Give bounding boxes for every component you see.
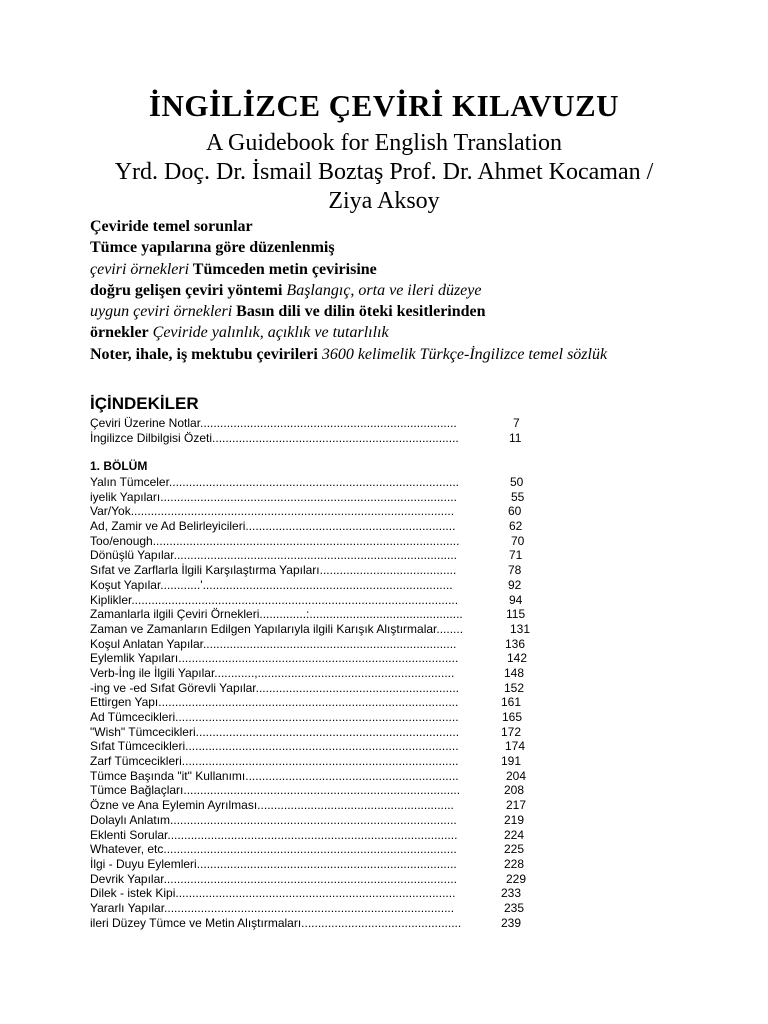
toc-entry-label: Çeviri Üzerine Notlar.............................................................................: [90, 416, 457, 430]
toc-entry-page: 131: [510, 621, 531, 636]
toc-entry-label: -ing ve -ed Sıfat Görevli Yapılar.............................................................: [90, 680, 460, 695]
toc-entry-page: 225: [504, 842, 525, 857]
description-text: Tümceden metin çevirisine: [189, 260, 377, 278]
toc-entry[interactable]: [90, 490, 530, 505]
toc-entry[interactable]: [90, 901, 530, 916]
toc-entry-page: 229: [506, 871, 527, 886]
description-text: çeviri örnekleri: [90, 260, 190, 278]
toc-entry-page: 136: [505, 636, 526, 651]
toc-entry-label: Ad Tümcecikleri.....................................................................................: [90, 710, 459, 724]
toc-entry-page: 174: [505, 739, 526, 754]
toc-entry-label: Devrik Yapılar........................................................................................: [90, 871, 457, 886]
toc-entry-page: 217: [506, 798, 527, 813]
description-line: [90, 280, 730, 301]
toc-entry[interactable]: [90, 607, 530, 622]
toc-entry[interactable]: [90, 769, 530, 784]
toc-entry-page: 115: [506, 607, 526, 622]
toc-entry-label: İngilizce Dilbilgisi Özeti..........................................................................: [90, 430, 459, 445]
toc-entry-page: 92: [508, 577, 522, 592]
toc-entry-label: Koşul Anlatan Yapılar............................................................................: [90, 636, 457, 651]
toc-entry[interactable]: [90, 593, 530, 608]
description-line: [90, 322, 730, 343]
toc-entry-label: Koşut Yapılar............'...........................................................................: [90, 577, 453, 592]
authors-line-2: Ziya Aksoy: [328, 188, 440, 214]
toc-entry[interactable]: [90, 754, 530, 769]
toc-entry[interactable]: [90, 872, 530, 887]
toc-entry-page: 152: [504, 680, 525, 695]
toc-entry[interactable]: [90, 857, 530, 872]
toc-entry[interactable]: [90, 916, 530, 931]
toc-entry[interactable]: [90, 519, 530, 534]
book-title: İNGİLİZCE ÇEVİRİ KILAVUZU: [148, 88, 620, 123]
toc-entry-label: İlgi - Duyu Eylemleri..............................................................................: [90, 856, 457, 871]
description-text: 3600 kelimelik Türkçe-İngilizce temel sözlük: [317, 345, 608, 363]
toc-entry-label: Zaman ve Zamanların Edilgen Yapılarıyla ilgili Karışık Alıştırmalar........: [90, 621, 464, 636]
toc-entry[interactable]: [90, 828, 530, 843]
toc-entry[interactable]: [90, 651, 530, 666]
authors-line-1: Yrd. Doç. Dr. İsmail Boztaş Prof. Dr. Ahmet Kocaman /: [114, 159, 654, 185]
toc-entry-page: 148: [504, 665, 525, 680]
toc-entry-label: Dönüşlü Yapılar.....................................................................................: [90, 548, 458, 563]
toc-entry[interactable]: [90, 798, 530, 813]
description-text: uygun çeviri örnekleri: [90, 303, 233, 321]
toc-entry-label: Whatever, etc........................................................................................: [90, 842, 457, 857]
toc-entry[interactable]: [90, 548, 530, 563]
description-line: [90, 344, 730, 365]
description-text: örnekler: [90, 324, 149, 342]
description-text: Çeviride temel sorunlar: [90, 218, 253, 235]
toc-entries-list: [90, 475, 530, 930]
toc-entry-page: 224: [504, 827, 525, 842]
description-text: Başlangıç, orta ve ileri düzeye: [282, 281, 482, 299]
description-line: [90, 259, 730, 280]
book-description: [90, 216, 730, 365]
toc-entry[interactable]: [90, 783, 530, 798]
toc-entry-label: Dilek - istek Kipi....................................................................................: [90, 886, 456, 901]
toc-entry-label: Yararlı Yapılar.......................................................................................: [90, 900, 455, 915]
toc-entry-label: Sıfat ve Zarflarla İlgili Karşılaştırma Yapıları.........................................: [90, 563, 457, 578]
toc-entry[interactable]: [90, 534, 530, 549]
toc-entry-label: Tümce Başında "it" Kullanımı................................................................: [90, 768, 459, 783]
toc-entry-label: Too/enough............................................................................................: [90, 533, 460, 548]
toc-entry[interactable]: [90, 695, 530, 710]
toc-entry-label: Ettirgen Yapı..........................................................................................: [90, 695, 459, 710]
toc-entry-label: Zarf Tümcecikleri...................................................................................: [90, 754, 459, 769]
toc-entry[interactable]: [90, 886, 530, 901]
description-text: doğru gelişen çeviri yöntemi: [90, 281, 283, 299]
toc-entry-label: Yalın Tümceler.......................................................................................: [90, 475, 459, 489]
toc-entry-page: 7: [513, 416, 520, 430]
toc-entry-label: Eklenti Sorular.......................................................................................: [90, 827, 458, 842]
toc-entry-page: 142: [507, 651, 528, 666]
section-heading: 1. BÖLÜM: [90, 459, 148, 473]
description-line: [90, 216, 730, 237]
toc-entry-page: 161: [501, 695, 522, 710]
toc-entry-page: 55: [511, 489, 525, 504]
toc-entry[interactable]: [90, 710, 530, 725]
toc-entry-page: 62: [509, 519, 523, 534]
toc-entry-page: 219: [504, 812, 525, 827]
toc-entry-label: Dolaylı Anlatım......................................................................................: [90, 812, 457, 827]
toc-entry[interactable]: [90, 666, 530, 681]
description-text: Basın dili ve dilin öteki kesitlerinden: [232, 303, 486, 321]
toc-entry[interactable]: [90, 578, 530, 593]
toc-entry-label: "Wish" Tümcecikleri...............................................................................: [90, 724, 460, 739]
description-text: Çeviride yalınlık, açıklık ve tutarlılık: [148, 324, 389, 342]
toc-entry-page: 172: [501, 724, 522, 739]
toc-entry[interactable]: [90, 475, 530, 490]
toc-entry-label: Ad, Zamir ve Ad Belirleyicileri...............................................................: [90, 519, 456, 534]
toc-entry-label: ileri Düzey Tümce ve Metin Alıştırmaları................................................: [90, 915, 462, 930]
toc-entry-page: 191: [501, 754, 522, 769]
toc-entry-page: 204: [506, 768, 527, 783]
toc-entry[interactable]: [90, 813, 530, 828]
toc-entry-label: Tümce Bağlaçları...................................................................................: [90, 783, 461, 798]
description-line: [90, 301, 730, 322]
toc-entry-page: 70: [511, 533, 525, 548]
toc-entry-label: Eylemlik Yapıları....................................................................................: [90, 651, 459, 666]
toc-intro-list: [90, 416, 530, 445]
toc-entry-page: 11: [509, 430, 522, 445]
toc-entry-label: Kiplikler..................................................................................................: [90, 592, 459, 607]
toc-entry-page: 235: [504, 900, 525, 915]
toc-entry-page: 208: [504, 783, 525, 798]
toc-entry-label: Sıfat Tümcecikleri..................................................................................: [90, 739, 459, 754]
toc-entry[interactable]: [90, 431, 530, 446]
toc-entry-label: Özne ve Ana Eylemin Ayrılması...........................................................: [90, 798, 454, 813]
toc-entry-page: 239: [501, 915, 522, 930]
toc-entry[interactable]: [90, 622, 530, 637]
toc-entry-page: 71: [509, 548, 523, 563]
toc-entry[interactable]: [90, 416, 530, 431]
toc-entry-page: 165: [502, 710, 523, 724]
toc-entry[interactable]: [90, 563, 530, 578]
toc-entry[interactable]: [90, 739, 530, 754]
toc-entry[interactable]: [90, 842, 530, 857]
toc-entry-page: 94: [509, 592, 523, 607]
description-text: Noter, ihale, iş mektubu çevirileri: [90, 345, 318, 363]
toc-entry-page: 60: [508, 504, 522, 519]
toc-entry-label: Zamanlarla ilgili Çeviri Örnekleri..............:..............................................: [90, 607, 463, 622]
description-line: [90, 237, 730, 258]
book-subtitle: A Guidebook for English Translation: [205, 130, 562, 156]
toc-entry[interactable]: [90, 725, 530, 740]
toc-entry-page: 228: [504, 856, 525, 871]
toc-entry-label: Var/Yok.................................................................................................: [90, 504, 455, 519]
toc-entry-page: 78: [508, 563, 522, 578]
toc-entry[interactable]: [90, 504, 530, 519]
toc-entry-label: Verb-İng ile İlgili Yapılar............,...........................................................: [90, 665, 455, 680]
toc-entry-page: 50: [510, 475, 524, 489]
toc-entry[interactable]: [90, 637, 530, 652]
toc-entry-page: 233: [501, 886, 522, 901]
toc-entry-label: iyelik Yapıları.........................................................................................: [90, 489, 457, 504]
toc-entry[interactable]: [90, 681, 530, 696]
description-text: Tümce yapılarına göre düzenlenmiş: [90, 239, 335, 257]
toc-heading: İÇİNDEKİLER: [90, 394, 199, 413]
